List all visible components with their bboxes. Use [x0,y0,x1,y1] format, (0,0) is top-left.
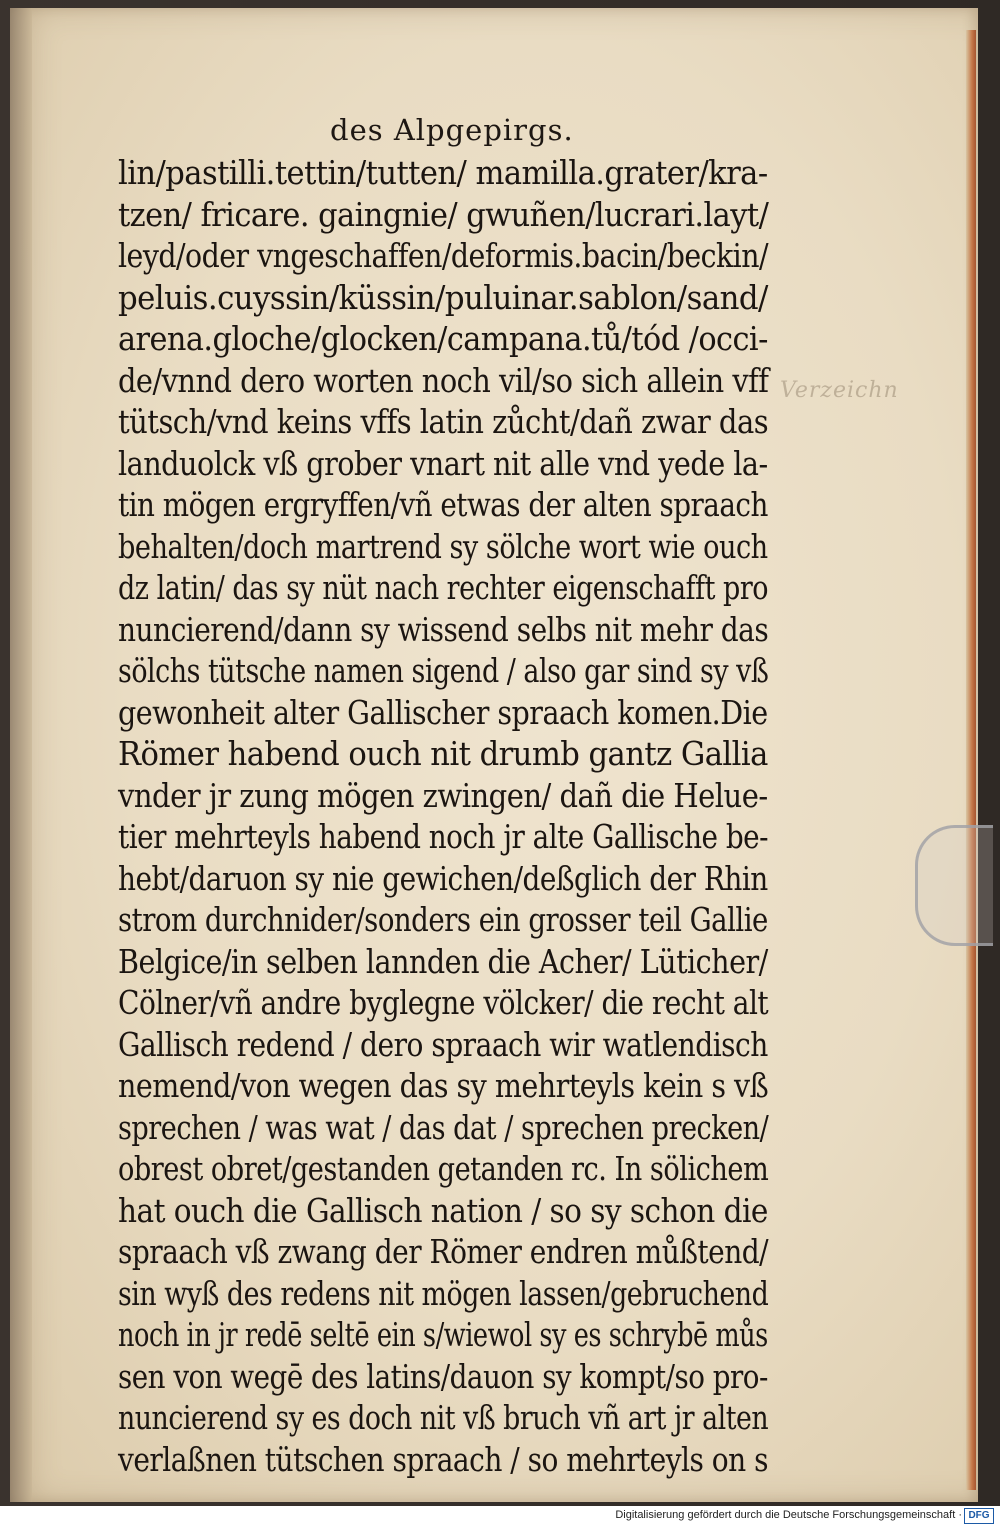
text-line: sen von wegē des latins/dauon sy kompt/so pro- [118,1356,768,1396]
page-edge [966,30,976,1490]
text-line: sölchs tütsche namen sigend / also gar sind sy vß [118,651,769,690]
text-line: behalten/doch martrend sy sölche wort wie ouch [118,526,768,566]
text-line: hat ouch die Gallisch nation / so sy schon die [118,1190,768,1230]
text-line: Cölner/vñ andre byglegne völcker/ die recht alt [118,983,769,1022]
text-line: lin/pastilli.tettin/tutten/ mamilla.grater/kra- [118,153,768,192]
text-line: gewonheit alter Gallischer spraach komen.Die [118,692,768,732]
page-gutter [10,8,32,1502]
text-line: nuncierend sy es doch nit vß bruch vñ art jr alten [118,1398,769,1437]
text-line: leyd/oder vngeschaffen/deformis.bacin/beckin/ [118,236,769,275]
text-line: vnder jr zung mögen zwingen/ dañ die Helue- [118,775,768,815]
text-line: de/vnnd dero worten noch vil/so sich allein vff [118,360,769,400]
running-head: des Alpgepirgs. [330,113,574,147]
text-line: nuncierend/dann sy wissend selbs nit mehr das [118,609,769,649]
funding-credit: Digitalisierung gefördert durch die Deutsche Forschungsgemeinschaft · [615,1509,962,1521]
text-line: verlaßnen tütschen spraach / so mehrteyls on s [118,1439,768,1479]
text-line: tin mögen ergryffen/vñ etwas der alten spraach [118,485,768,524]
text-line: tzen/ fricare. gaingnie/ gwuñen/lucrari.layt/ [118,194,769,234]
text-line: noch in jr redē seltē ein s/wiewol sy es schrybē můs [118,1315,768,1354]
text-line: arena.gloche/glocken/campana.tů/tód /occi- [118,319,768,358]
text-line: tier mehrteyls habend noch jr alte Gallische be- [118,817,769,856]
text-line: tütsch/vnd keins vffs latin zůcht/dañ zwar das [118,402,769,441]
text-line: Gallisch redend / dero spraach wir watlendisch [118,1024,768,1064]
text-line: sin wyß des redens nit mögen lassen/gebruchend [118,1273,769,1313]
text-line: strom durchnider/sonders ein grosser teil Gallie [118,900,768,939]
text-line: obrest obret/gestanden getanden rc. In sölichem [118,1149,769,1188]
text-line: hebt/daruon sy nie gewichen/deßglich der Rhin [118,858,768,898]
page-clip [915,825,993,946]
show-through-text: Verzeichn [780,378,899,403]
text-line: Belgice/in selben lannden die Acher/ Lüticher/ [118,941,768,981]
text-line: sprechen / was wat / das dat / sprechen precken/ [118,1107,769,1147]
body-text [118,152,778,1480]
text-line: Römer habend ouch nit drumb gantz Gallia [118,734,768,773]
text-line: dz latin/ das sy nüt nach rechter eigenschafft pro [118,568,768,607]
dfg-logo: DFG [964,1508,994,1524]
text-line: spraach vß zwang der Römer endren můßtend/ [118,1232,769,1271]
text-line: peluis.cuyssin/küssin/puluinar.sablon/sand/ [118,277,768,317]
text-line: landuolck vß grober vnart nit alle vnd yede la- [118,443,768,483]
text-line: nemend/von wegen das sy mehrteyls kein s vß [118,1066,769,1105]
